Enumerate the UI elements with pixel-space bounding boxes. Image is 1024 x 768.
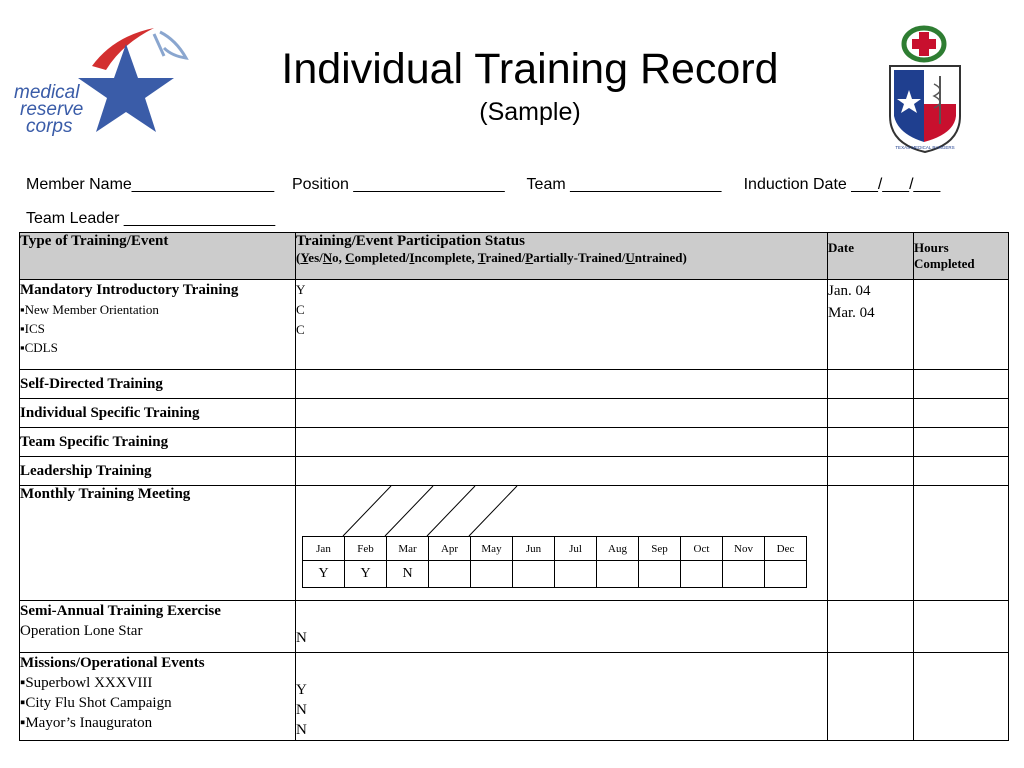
header-status-legend: (Yes/No, Completed/Incomplete, Trained/Partially-Trained/Untrained) [296, 250, 687, 265]
month-label: Dec [765, 537, 807, 561]
month-label: Jul [555, 537, 597, 561]
mandatory-item: New Member Orientation [24, 302, 159, 317]
header-date: Date [828, 233, 914, 280]
table-row-monthly [20, 486, 1009, 601]
status-value: N [296, 630, 307, 646]
status-value: C [296, 322, 305, 337]
month-value: N [387, 561, 429, 588]
month-value [513, 561, 555, 588]
month-label: Jan [303, 537, 345, 561]
table-row-leadership [20, 457, 1009, 486]
month-label: Sep [639, 537, 681, 561]
page-subtitle: (Sample) [479, 98, 581, 126]
team-leader-line: Team Leader _________________ [26, 210, 276, 227]
status-value: Y [296, 682, 307, 698]
monthly-grid [302, 536, 807, 588]
table-row-semi-annual [20, 601, 1009, 653]
month-label: May [471, 537, 513, 561]
month-value [765, 561, 807, 588]
month-label: Oct [681, 537, 723, 561]
logo-text-medical: medical [14, 82, 80, 103]
mission-item: Superbowl XXXVIII [25, 675, 153, 691]
status-value: Y [296, 282, 306, 297]
month-value [471, 561, 513, 588]
month-value [639, 561, 681, 588]
monthly-status-cell [296, 486, 828, 601]
table-row-self-directed [20, 370, 1009, 399]
table-row-individual [20, 399, 1009, 428]
month-value-row [303, 561, 807, 588]
status-value: C [296, 302, 305, 317]
missions-title: Missions/Operational Events [20, 655, 205, 671]
medical-reserve-corps-logo [14, 26, 194, 140]
mandatory-status-cell [296, 280, 828, 370]
logo-text-corps: corps [26, 116, 73, 137]
header-status-title: Training/Event Participation Status [296, 233, 525, 249]
semi-annual-title: Semi-Annual Training Exercise [20, 603, 221, 619]
missions-cell: Missions/Operational Events ▪Superbowl XXXVIII ▪City Flu Shot Campaign ▪Mayor’s Inauguraton [20, 653, 296, 741]
missions-status-cell [296, 653, 828, 741]
semi-annual-cell [20, 601, 296, 653]
leadership-title: Leadership Training [20, 457, 296, 486]
self-directed-title: Self-Directed Training [20, 370, 296, 399]
month-value: Y [303, 561, 345, 588]
mandatory-title: Mandatory Introductory Training [20, 282, 239, 298]
mandatory-item: ICS [24, 321, 45, 336]
month-label: Jun [513, 537, 555, 561]
header-status [296, 233, 828, 280]
table-row-missions [20, 653, 1009, 741]
mission-item: City Flu Shot Campaign [25, 695, 172, 711]
month-label: Mar [387, 537, 429, 561]
month-value [723, 561, 765, 588]
month-value [597, 561, 639, 588]
logo-text-tmr: TEXAS MEDICAL RANGERS [895, 145, 955, 150]
month-header-row [303, 537, 807, 561]
mandatory-cell: Mandatory Introductory Training ▪New Member Orientation ▪ICS ▪CDLS [20, 280, 296, 370]
table-header-row [20, 233, 1009, 280]
texas-medical-rangers-logo [884, 24, 968, 154]
member-info-line: Member Name________________ Position _________________ Team _________________ Induction Date ___/___/___ [26, 176, 941, 193]
table-row-team [20, 428, 1009, 457]
month-label: Apr [429, 537, 471, 561]
header-type: Type of Training/Event [20, 233, 296, 280]
status-value: N [296, 722, 307, 738]
month-value: Y [345, 561, 387, 588]
month-value [681, 561, 723, 588]
mandatory-item: CDLS [24, 340, 58, 355]
month-label: Nov [723, 537, 765, 561]
date-value: Jan. 04 [828, 283, 871, 299]
team-title: Team Specific Training [20, 428, 296, 457]
monthly-title: Monthly Training Meeting [20, 486, 296, 601]
month-label: Feb [345, 537, 387, 561]
date-value: Mar. 04 [828, 305, 875, 321]
mission-item: Mayor’s Inauguraton [25, 715, 153, 731]
mandatory-date-cell [828, 280, 914, 370]
semi-annual-event: Operation Lone Star [20, 623, 143, 639]
table-row-mandatory [20, 280, 1009, 370]
header-hours: Hours Completed [914, 233, 1009, 280]
semi-annual-status-cell [296, 601, 828, 653]
month-value [555, 561, 597, 588]
month-label: Aug [597, 537, 639, 561]
page-title: Individual Training Record [281, 45, 779, 93]
status-value: N [296, 702, 307, 718]
logo-text-reserve: reserve [20, 99, 84, 120]
month-value [429, 561, 471, 588]
individual-title: Individual Specific Training [20, 399, 296, 428]
training-record-table [19, 232, 1009, 741]
mandatory-hours-cell [914, 280, 1009, 370]
